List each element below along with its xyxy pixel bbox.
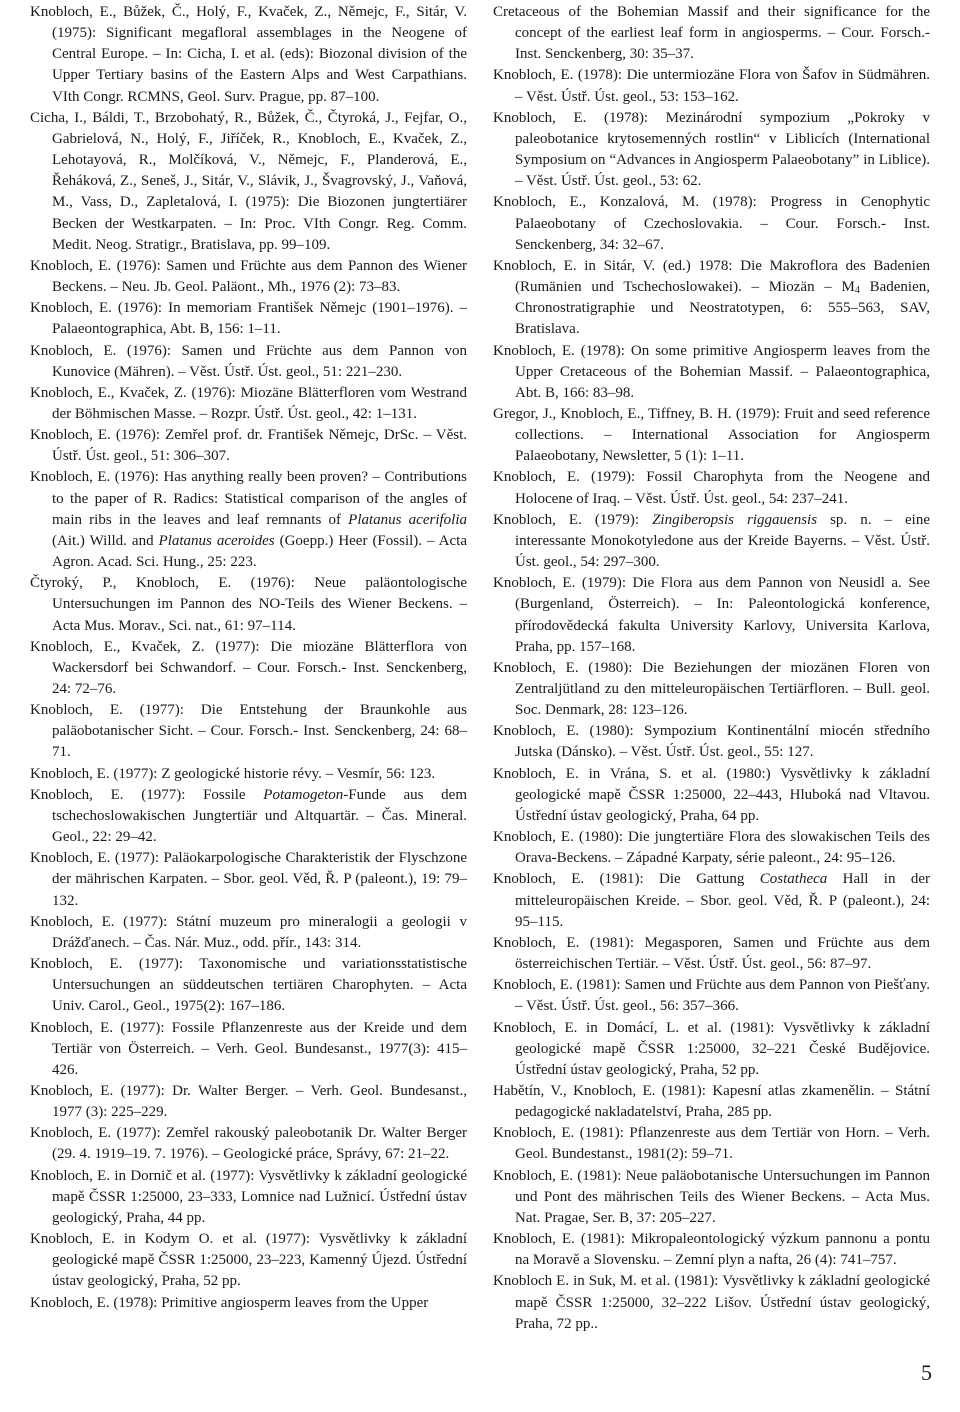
reference-entry: Knobloch, E. in Kodym O. et al. (1977): Vysvětlivky k základní geologické mapě ČSSR 1:25000, 23–223, Kamenný Újezd. Ústřední ústav geologický, Praha, 52 pp.: [30, 1231, 467, 1290]
reference-entry: Knobloch, E. (1976): In memoriam František Němejc (1901–1976). – Palaeontographica, Abt. B, 156: 1–11.: [30, 300, 467, 338]
taxon-name: Platanus aceroides: [158, 532, 275, 549]
reference-entry: Knobloch, E. (1977): Paläokarpologische Charakteristik der Flyschzone der mährischen Karpaten. – Sbor. geol. Věd, Ř. P (paleont.), 19: 79–132.: [30, 850, 467, 909]
reference-entry: Knobloch, E. (1976): Has anything really been proven? – Contributions to the paper of R. Radics: Statistical comparison of the angles of main ribs in the leaves and leaf remnants of Platanus acerifolia (Ait.) Willd. and Platanus aceroides (Goepp.) Heer (Fossil). – Acta Agron. Acad. Sci. Hung., 25: 223.: [30, 469, 467, 571]
reference-entry: Knobloch, E. (1981): Neue paläobotanische Untersuchungen im Pannon und Pont des mährischen Teils des Wiener Beckens. – Acta Mus. Nat. Pragae, Ser. B, 37: 205–227.: [493, 1167, 930, 1226]
reference-entry: Čtyroký, P., Knobloch, E. (1976): Neue paläontologische Untersuchungen im Pannon des NO-Teils des Wiener Beckens. – Acta Mus. Morav., Sci. nat., 61: 97–114.: [30, 575, 467, 634]
taxon-name: Potamogeton: [263, 786, 344, 803]
reference-entry: Knobloch, E. in Dornič et al. (1977): Vysvětlivky k základní geologické mapě ČSSR 1:25000, 23–333, Lomnice nad Lužnicí. Ústřední ústav geologický, Praha, 44 pp.: [30, 1167, 467, 1226]
reference-entry: Knobloch, E. (1977): Zemřel rakouský paleobotanik Dr. Walter Berger (29. 4. 1919–19. 7. 1976). – Geologické práce, Správy, 67: 21–22.: [30, 1125, 467, 1163]
reference-entry: Gregor, J., Knobloch, E., Tiffney, B. H. (1979): Fruit and seed reference collections. – International Association for Angiosperm Palaeobotany, Newsletter, 5 (1): 1–11.: [493, 405, 930, 465]
reference-entry: Knobloch, E. in Sitár, V. (ed.) 1978: Die Makroflora des Badenien (Rumänien und Tschechoslowakei). – Miozän – $M_4$ Badenien, Chronostratigraphie und Neostratotypen, 6: 555–563, SAV, Bratislava.: [493, 257, 930, 338]
right-column: [493, 2, 930, 1335]
reference-entry: Cretaceous of the Bohemian Massif and their significance for the concept of the earliest leaf form in angiosperms. – Cour. Forsch.- Inst. Senckenberg, 30: 35–37.: [493, 4, 930, 63]
reference-entry: Knobloch, E. (1981): Pflanzenreste aus dem Tertiär von Horn. – Verh. Geol. Bundestanst., 1981(2): 59–71.: [493, 1125, 930, 1163]
reference-entry: Cicha, I., Báldi, T., Brzobohatý, R., Bůžek, Č., Čtyroká, J., Fejfar, O., Gabrielová, N., Holý, F., Jiříček, R., Knobloch, E., Kvaček, Z., Lehotayová, R., Molčíková, V., Němejc, F., Planderová, E., Řeháková, Z., Seneš, J., Sitár, V., Slávik, J., Švagrovský, J., Vaňová, M., Vass, D., Zapletalová, I. (1975): Die Biozonen jungtertiärer Becken der Westkarpaten. – In: Proc. VIth Congr. Reg. Comm. Medit. Neog. Stratigr., Bratislava, pp. 99–109.: [30, 109, 467, 253]
taxon-name: Platanus acerifolia: [348, 511, 467, 528]
reference-entry: Knobloch, E., Kvaček, Z. (1977): Die miozäne Blätterflora von Wackersdorf bei Schwandorf. – Cour. Forsch.- Inst. Senckenberg, 24: 72–76.: [30, 638, 467, 697]
reference-entry: Knobloch, E. (1981): Megasporen, Samen und Früchte aus dem österreichischen Tertiär. – Věst. Ústř. Úst. geol., 56: 87–97.: [493, 934, 930, 973]
reference-entry: Knobloch, E. (1979): Fossil Charophyta from the Neogene and Holocene of Iraq. – Věst. Ústř. Úst. geol., 54: 237–241.: [493, 469, 930, 507]
reference-entry: Knobloch, E. (1977): Fossile Pflanzenreste aus der Kreide und dem Tertiär von Österreich. – Verh. Geol. Bundesanst., 1977(3): 415–426.: [30, 1019, 467, 1078]
reference-entry: Knobloch, E. (1978): Primitive angiosperm leaves from the Upper: [30, 1294, 429, 1311]
reference-entry: Knobloch, E. (1976): Samen und Früchte aus dem Pannon des Wiener Beckens. – Neu. Jb. Geol. Paläont., Mh., 1976 (2): 73–83.: [30, 257, 467, 296]
reference-entry: Knobloch E. in Suk, M. et al. (1981): Vysvětlivky k základní geologické mapě ČSSR 1:25000, 32–222 Lišov. Ústřední ústav geologický, Praha, 72 pp..: [493, 1273, 930, 1332]
reference-entry: Knobloch, E. (1980): Sympozium Kontinentální miocén středního Jutska (Dánsko). – Věst. Ústř. Úst. geol., 55: 127.: [493, 723, 930, 761]
reference-entry: Knobloch, E. (1978): Die untermiozäne Flora von Šafov in Südmähren. – Věst. Ústř. Úst. geol., 53: 153–162.: [493, 67, 930, 105]
subscript: 4: [854, 285, 860, 297]
reference-entry: Knobloch, E., Konzalová, M. (1978): Progress in Cenophytic Palaeobotany of Czechoslovakia. – Cour. Forsch.- Inst. Senckenberg, 34: 32–67.: [493, 194, 930, 253]
reference-entry: Knobloch, E. in Vrána, S. et al. (1980:) Vysvětlivky k základní geologické mapě ČSSR 1:25000, 22–443, Hluboká nad Vltavou. Ústřední ústav geologický, Praha, 64 pp.: [493, 765, 930, 824]
reference-entry: Knobloch, E. (1981): Die Gattung Costatheca Hall in der mitteleuropäischen Kreide. – Sbor. geol. Věd, Ř. P (paleont.), 24: 95–115.: [493, 871, 930, 930]
reference-entry: Knobloch, E. (1978): Mezinárodní sympozium „Pokroky v paleobotanice krytosemenných rostlin“ v Liblicích (International Symposium on “Advances in Angiosperm Palaeobotany” in Liblice). – Věst. Ústř. Úst. geol., 53: 62.: [493, 109, 930, 190]
reference-entry: Knobloch, E. in Domácí, L. et al. (1981): Vysvětlivky k základní geologické mapě ČSSR 1:25000, 32–221 České Budějovice. Ústřední ústav geologický, Praha, 52 pp.: [493, 1019, 930, 1078]
reference-entry: Knobloch, E. (1978): On some primitive Angiosperm leaves from the Upper Cretaceous of the Bohemian Massif. – Palaeontographica, Abt. B, 166: 83–98.: [493, 342, 930, 401]
reference-entry: Knobloch, E. (1979): Die Flora aus dem Pannon von Neusidl a. See (Burgenland, Österreich). – In: Paleontologická konference, přírodovědecká fakulta University Karlovy, Universita Karlova, Praha, pp. 157–168.: [493, 575, 930, 655]
reference-entry: Knobloch, E. (1980): Die jungtertiäre Flora des slowakischen Teils des Orava-Beckens. – Západné Karpaty, série paleont., 24: 95–126.: [493, 829, 930, 867]
reference-entry: Knobloch, E., Kvaček, Z. (1976): Miozäne Blätterfloren vom Westrand der Böhmischen Masse. – Rozpr. Ústř. Úst. geol., 42: 1–131.: [30, 384, 467, 422]
reference-entry: Knobloch, E. (1977): Taxonomische und variationsstatistische Untersuchungen an süddeutschen tertiären Charophyten. – Acta Univ. Carol., Geol., 1975(2): 167–186.: [30, 956, 467, 1015]
reference-entry: Knobloch, E. (1976): Zemřel prof. dr. František Němejc, DrSc. – Věst. Ústř. Úst. geol., 51: 306–307.: [30, 427, 467, 465]
reference-entry: Knobloch, E. (1977): Die Entstehung der Braunkohle aus paläobotanischer Sicht. – Cour. Forsch.- Inst. Senckenberg, 24: 68–71.: [30, 702, 467, 761]
reference-entry: Knobloch, E. (1976): Samen und Früchte aus dem Pannon von Kunovice (Mähren). – Věst. Ústř. Úst. geol., 51: 221–230.: [30, 342, 467, 380]
taxon-name: Zingiberopsis riggauensis: [652, 511, 818, 528]
taxon-name: Costatheca: [759, 871, 828, 888]
reference-entry: Knobloch, E. (1981): Mikropaleontologický výzkum pannonu a pontu na Moravě a Slovensku. – Zemní plyn a nafta, 26 (4): 741–757.: [493, 1231, 930, 1269]
reference-entry: Knobloch, E. (1977): Státní muzeum pro mineralogii a geologii v Drážďanech. – Čas. Nár. Muz., odd. přír., 143: 314.: [30, 913, 467, 951]
reference-entry: Knobloch, E., Bůžek, Č., Holý, F., Kvaček, Z., Němejc, F., Sitár, V. (1975): Significant megafloral assemblages in the Neogene of Central Europe. – In: Cicha, I. et al. (eds): Biozonal division of the Upper Tertiary basins of the Eastern Alps and West Carpathians. VIth Congr. RCMNS, Geol. Surv. Prague, pp. 87–100.: [30, 4, 467, 105]
reference-entry: Knobloch, E. (1977): Z geologické historie révy. – Vesmír, 56: 123.: [30, 765, 436, 782]
reference-entry: Knobloch, E. (1980): Die Beziehungen der miozänen Floren von Zentraljütland zu den mitteleuropäischen Tertiärfloren. – Bull. geol. Soc. Denmark, 28: 123–126.: [493, 659, 930, 719]
reference-entry: Habětín, V., Knobloch, E. (1981): Kapesní atlas zkamenělin. – Státní pedagogické nakladatelství, Praha, 285 pp.: [493, 1082, 930, 1121]
reference-entry: Knobloch, E. (1977): Fossile Potamogeton-Funde aus dem tschechoslowakischen Jungtertiär und Altquartär. – Čas. Mineral. Geol., 22: 29–42.: [30, 786, 467, 846]
reference-entry: Knobloch, E. (1981): Samen und Früchte aus dem Pannon von Piešťany. – Věst. Ústř. Úst. geol., 56: 357–366.: [493, 977, 930, 1015]
reference-entry: Knobloch, E. (1977): Dr. Walter Berger. – Verh. Geol. Bundesanst., 1977 (3): 225–229.: [30, 1082, 467, 1121]
left-column: [30, 2, 467, 1314]
reference-entry: Knobloch, E. (1979): Zingiberopsis riggauensis sp. n. – eine interessante Monokotyledone aus der Kreide Bayerns. – Věst. Ústř. Úst. geol., 54: 297–300.: [493, 511, 930, 571]
page-number: 5: [921, 1360, 932, 1385]
